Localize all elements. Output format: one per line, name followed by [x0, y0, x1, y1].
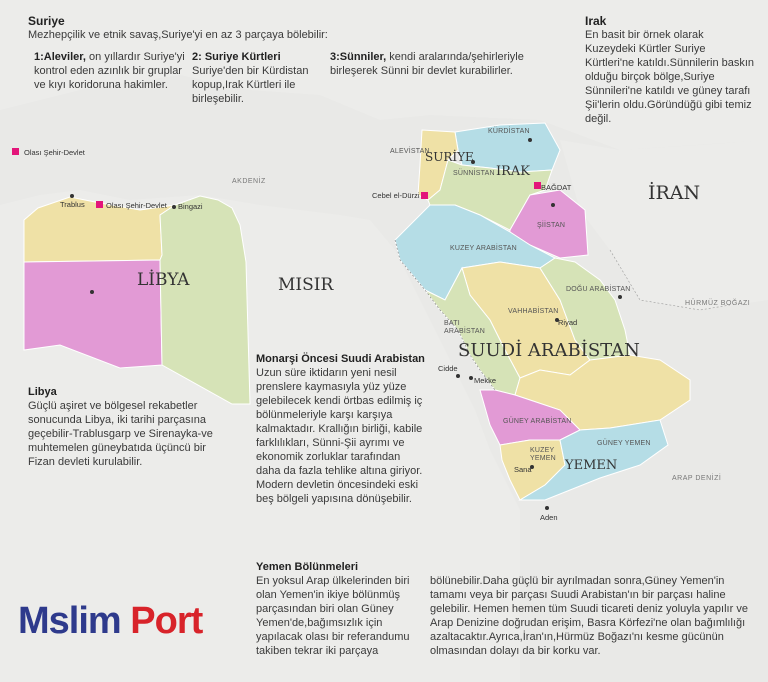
yemen-box-body-left: En yoksul Arap ülkelerinden biri olan Yemen'in ikiye bölünmüş parçasından biri olan Güney Yemen'de,bağımsızlık için yapılacak olası bir referandumu takiben tekrar iki parçaya: [256, 575, 410, 657]
libya-box-body: Güçlü aşiret ve bölgesel rekabetler sonucunda Libya, iki tarihi parçasına geçebilir-Trablusgarp ve Sirenayka-ve muhtemelen güneybatıda üçüncü bir Fizan devleti kurulabilir.: [28, 400, 213, 468]
country-suriye: SURİYE: [425, 150, 474, 164]
city-trablus: Trablus: [60, 200, 85, 209]
country-misir: MISIR: [278, 275, 334, 295]
city-cidde: Cidde: [438, 364, 458, 373]
yemen-box-title: Yemen Bölünmeleri: [256, 561, 359, 573]
country-irak: IRAK: [496, 164, 531, 179]
city-state-marker-bagdat: [534, 182, 541, 189]
city-state-marker-legend: [12, 148, 19, 155]
label-alevistan: ALEVİSTAN: [390, 148, 430, 155]
label-kurdistan: KÜRDİSTAN: [488, 128, 530, 135]
city-aden: Aden: [540, 513, 558, 522]
label-vahhabistan: VAHHABİSTAN: [508, 308, 559, 315]
yemen-box-body-right: bölünebilir.Daha güçlü bir ayrılmadan sonra,Güney Yemen'in tamamı veya bir parçası Suudi Arabistan'ın bir parçası haline gelebilir. Hemen hemen tüm Suudi ticareti deniz yoluyla yapılır ve Arap Denizine doğrudan erişim, Basra Körfezi'ne olan bağımlılığı azaltacaktır.Ayrıca,İran'ın,Hürmüz Boğazı'nı kesme gücünün olmasından dolayı da bir korku var.: [430, 575, 748, 657]
label-sunnistan: SÜNNİSTAN: [453, 170, 495, 177]
city-dot-kurdistan: [528, 138, 532, 142]
city-riyad: Riyad: [558, 318, 578, 327]
city-cebel: Cebel el-Dürzi: [372, 191, 420, 200]
sea-akdeniz: AKDENİZ: [232, 178, 266, 185]
city-bagdat: BAĞDAT: [541, 183, 572, 192]
city-dot-dogu: [618, 295, 622, 299]
city-dot-mekke: [469, 376, 473, 380]
muslimport-logo: [18, 600, 202, 643]
irak-body: En basit bir örnek olarak Kuzeydeki Kürtler Suriye Kürtleri'ne katıldı.Sünnilerin baskın olduğu birçok bölge,Suriye Sünnileri'ne katıldı ve güney tarafı Şii'lerin oldu.Göründüğü gibi temiz değil.: [585, 29, 755, 125]
sea-hurmuz: HÜRMÜZ BOĞAZI: [685, 300, 751, 307]
logo-m: M: [18, 600, 49, 642]
city-bingazi: Bingazi: [178, 202, 203, 211]
city-dot-libya-center: [90, 290, 94, 294]
city-mekke: Mekke: [474, 376, 497, 385]
syria-intro: Mezhepçilik ve etnik savaş,Suriye'yi en az 3 parçaya bölebilir:: [28, 29, 328, 41]
country-iran: İRAN: [648, 182, 701, 204]
legend-city-state-libya: Olası Şehir-Devlet: [106, 201, 167, 210]
label-kuzey-arabistan: KUZEY ARABİSTAN: [450, 245, 517, 252]
city-dot-siistan: [551, 203, 555, 207]
syria-option-1-head: 1:Aleviler,: [34, 51, 86, 63]
syria-option-3-body: kendi aralarında/şehirleriyle birleşerek Sünni bir devlet kurabilirler.: [330, 51, 524, 77]
syria-option-2-body: Suriye'den bir Kürdistan kopup,Irak Kürtleri ile birleşebilir.: [192, 65, 309, 105]
logo-slim: slim: [48, 600, 131, 642]
syria-option-2-head: 2: Suriye Kürtleri: [192, 51, 281, 63]
city-state-marker-libya: [96, 201, 103, 208]
city-sana: Sana: [514, 465, 532, 474]
country-yemen: YEMEN: [565, 458, 618, 473]
country-suudi: SUUDİ ARABİSTAN: [458, 340, 640, 361]
syria-option-3-head: 3:Sünniler,: [330, 51, 387, 63]
irak-title: Irak: [585, 14, 607, 28]
syria-option-3: [330, 50, 530, 78]
label-kuzey-yemen-2: YEMEN: [530, 455, 556, 462]
logo-port: Port: [130, 600, 203, 642]
city-state-marker-cebel: [421, 192, 428, 199]
syria-title: Suriye: [28, 14, 65, 28]
label-guney-yemen: GÜNEY YEMEN: [597, 440, 651, 447]
city-dot-cidde: [456, 374, 460, 378]
syria-option-2: [192, 50, 322, 106]
city-dot-bingazi: [172, 205, 176, 209]
city-dot-trablus: [70, 194, 74, 198]
label-guney-arabistan: GÜNEY ARABİSTAN: [503, 418, 572, 425]
syria-option-1: [34, 50, 190, 92]
city-dot-aden: [545, 506, 549, 510]
saudi-box-title: Monarşi Öncesi Suudi Arabistan: [256, 353, 425, 365]
country-libya: LİBYA: [137, 270, 190, 290]
saudi-box-body: Uzun süre iktidarın yeni nesil prenslere kaymasıyla yüz yüze gelebilecek kendi örtbas edilmiş iç bölünmeleriyle karşı karşıya kalmaktadır. Krallığın birliği, kabile farklılıkları, Sünni-Şii ayrımı ve ekonomik zorluklar tarafından daha da fazla tehlike altına giriyor. Modern devletin öncesindeki eski beş bölgeli yapısına dönüşebilir.: [256, 367, 423, 505]
label-dogu-arabistan: DOĞU ARABİSTAN: [566, 286, 631, 293]
sea-arap-denizi: ARAP DENİZİ: [672, 475, 722, 482]
label-siistan: ŞİİSTAN: [537, 222, 566, 229]
label-kuzey-yemen-1: KUZEY: [530, 447, 555, 454]
label-bati-arabistan-2: ARABİSTAN: [444, 328, 485, 335]
legend-city-state: Olası Şehir-Devlet: [24, 148, 85, 157]
syria-option-1-body: on yıllardır Suriye'yi kontrol eden azınlık bir gruplar ve kıyı koridoruna hakimler.: [34, 51, 185, 91]
label-bati-arabistan-1: BATI: [444, 320, 460, 327]
libya-box-title: Libya: [28, 386, 57, 398]
